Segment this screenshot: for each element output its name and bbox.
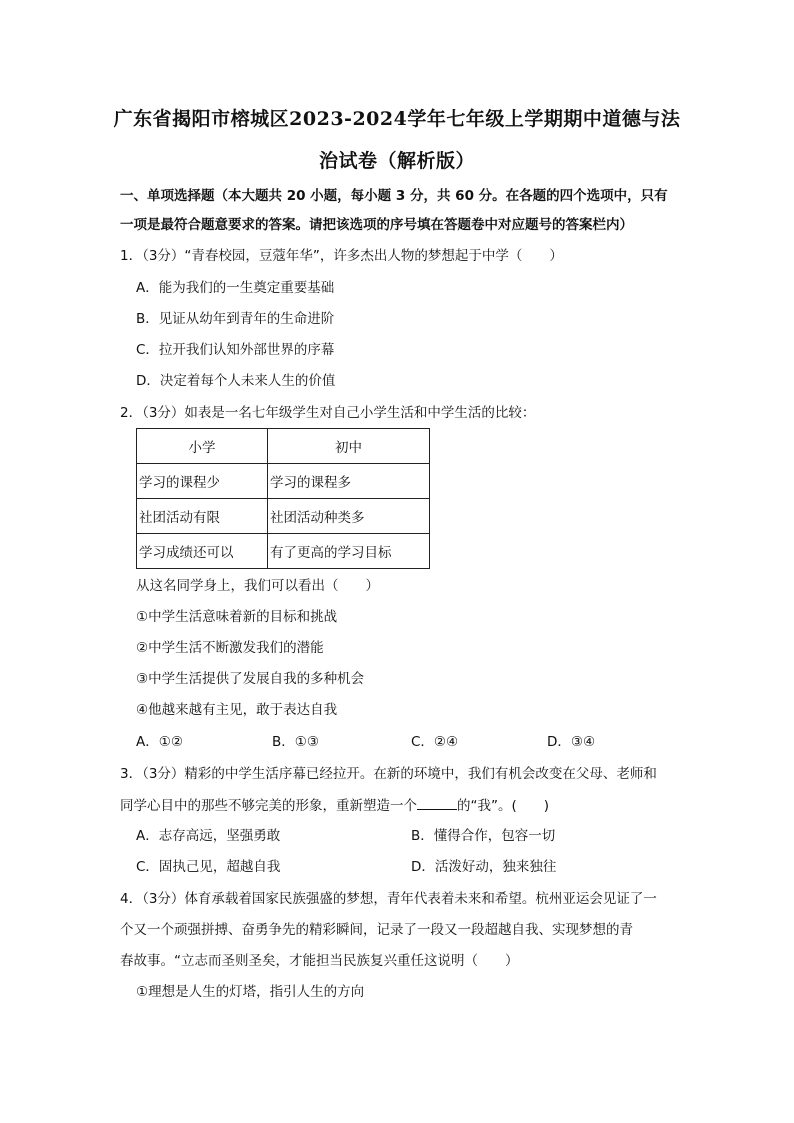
q2-prompt: 从这名同学身上，我们可以看出（ ） xyxy=(136,578,379,594)
q3-option-b: B．懂得合作，包容一切 xyxy=(411,828,556,844)
table-cell: 学习的课程多 xyxy=(268,464,430,499)
q1-option-b: B．见证从幼年到青年的生命进阶 xyxy=(136,311,335,327)
table-row xyxy=(137,534,430,569)
q3-stem-line2-post: 的“我”。( ) xyxy=(457,798,550,814)
table-header-cell: 小学 xyxy=(137,429,268,464)
q1-option-a: A．能为我们的一生奠定重要基础 xyxy=(136,280,335,296)
q2-option-d: D．③④ xyxy=(547,734,596,750)
table-header-cell: 初中 xyxy=(268,429,430,464)
table-row xyxy=(137,464,430,499)
doc-title-line1: 广东省揭阳市榕城区2023-2024学年七年级上学期期中道德与法 xyxy=(113,108,681,130)
q3-stem-line2-pre: 同学心目中的那些不够完美的形象，重新塑造一个 xyxy=(120,798,417,814)
table-cell: 社团活动种类多 xyxy=(268,499,430,534)
q1-option-d: D．决定着每个人未来人生的价值 xyxy=(136,373,336,389)
q2-statement-3: ③中学生活提供了发展自我的多种机会 xyxy=(136,671,365,687)
q2-stem: 2．（3分）如表是一名七年级学生对自己小学生活和中学生活的比较： xyxy=(120,405,536,421)
table-cell: 有了更高的学习目标 xyxy=(268,534,430,569)
table-header-row xyxy=(137,429,430,464)
q1-option-c: C．拉开我们认知外部世界的序幕 xyxy=(136,342,335,358)
answer-blank xyxy=(417,795,457,810)
section-instruction-line1: 一、单项选择题（本大题共 20 小题，每小题 3 分，共 60 分。在各题的四个选项中，只有 xyxy=(120,188,668,204)
q1-stem: 1．（3分）“青春校园，豆蔻年华”，许多杰出人物的梦想起于中学（ ） xyxy=(120,248,563,264)
q2-option-a: A．①② xyxy=(136,734,183,750)
q4-stem-line1: 4．（3分）体育承载着国家民族强盛的梦想，青年代表着未来和希望。杭州亚运会见证了一 xyxy=(120,891,657,907)
doc-title-line2: 治试卷（解析版） xyxy=(318,150,475,172)
q3-option-a: A．志存高远，坚强勇敢 xyxy=(136,828,281,844)
q4-stem-line2: 个又一个顽强拼搏、奋勇争先的精彩瞬间，记录了一段又一段超越自我、实现梦想的青 xyxy=(120,922,633,938)
table-cell: 学习成绩还可以 xyxy=(137,534,268,569)
q2-statement-2: ②中学生活不断激发我们的潜能 xyxy=(136,640,324,656)
q3-option-c: C．固执己见，超越自我 xyxy=(136,859,281,875)
q3-stem-line1: 3．（3分）精彩的中学生活序幕已经拉开。在新的环境中，我们有机会改变在父母、老师和 xyxy=(120,766,657,782)
table-cell: 学习的课程少 xyxy=(137,464,268,499)
table-cell: 社团活动有限 xyxy=(137,499,268,534)
q4-statement-1: ①理想是人生的灯塔，指引人生的方向 xyxy=(136,984,365,1000)
table-row xyxy=(137,499,430,534)
q2-statement-4: ④他越来越有主见，敢于表达自我 xyxy=(136,702,338,718)
comparison-table xyxy=(136,428,430,569)
q3-option-d: D．活泼好动，独来独往 xyxy=(411,859,557,875)
q3-stem-line2 xyxy=(120,795,549,816)
q2-option-b: B．①③ xyxy=(272,734,319,750)
q2-statement-1: ①中学生活意味着新的目标和挑战 xyxy=(136,609,338,625)
q2-option-c: C．②④ xyxy=(411,734,459,750)
q4-stem-line3: 春故事。“立志而圣则圣矣，才能担当民族复兴重任这说明（ ） xyxy=(120,953,519,969)
section-instruction-line2: 一项是最符合题意要求的答案。请把该选项的序号填在答题卷中对应题号的答案栏内） xyxy=(120,217,633,233)
